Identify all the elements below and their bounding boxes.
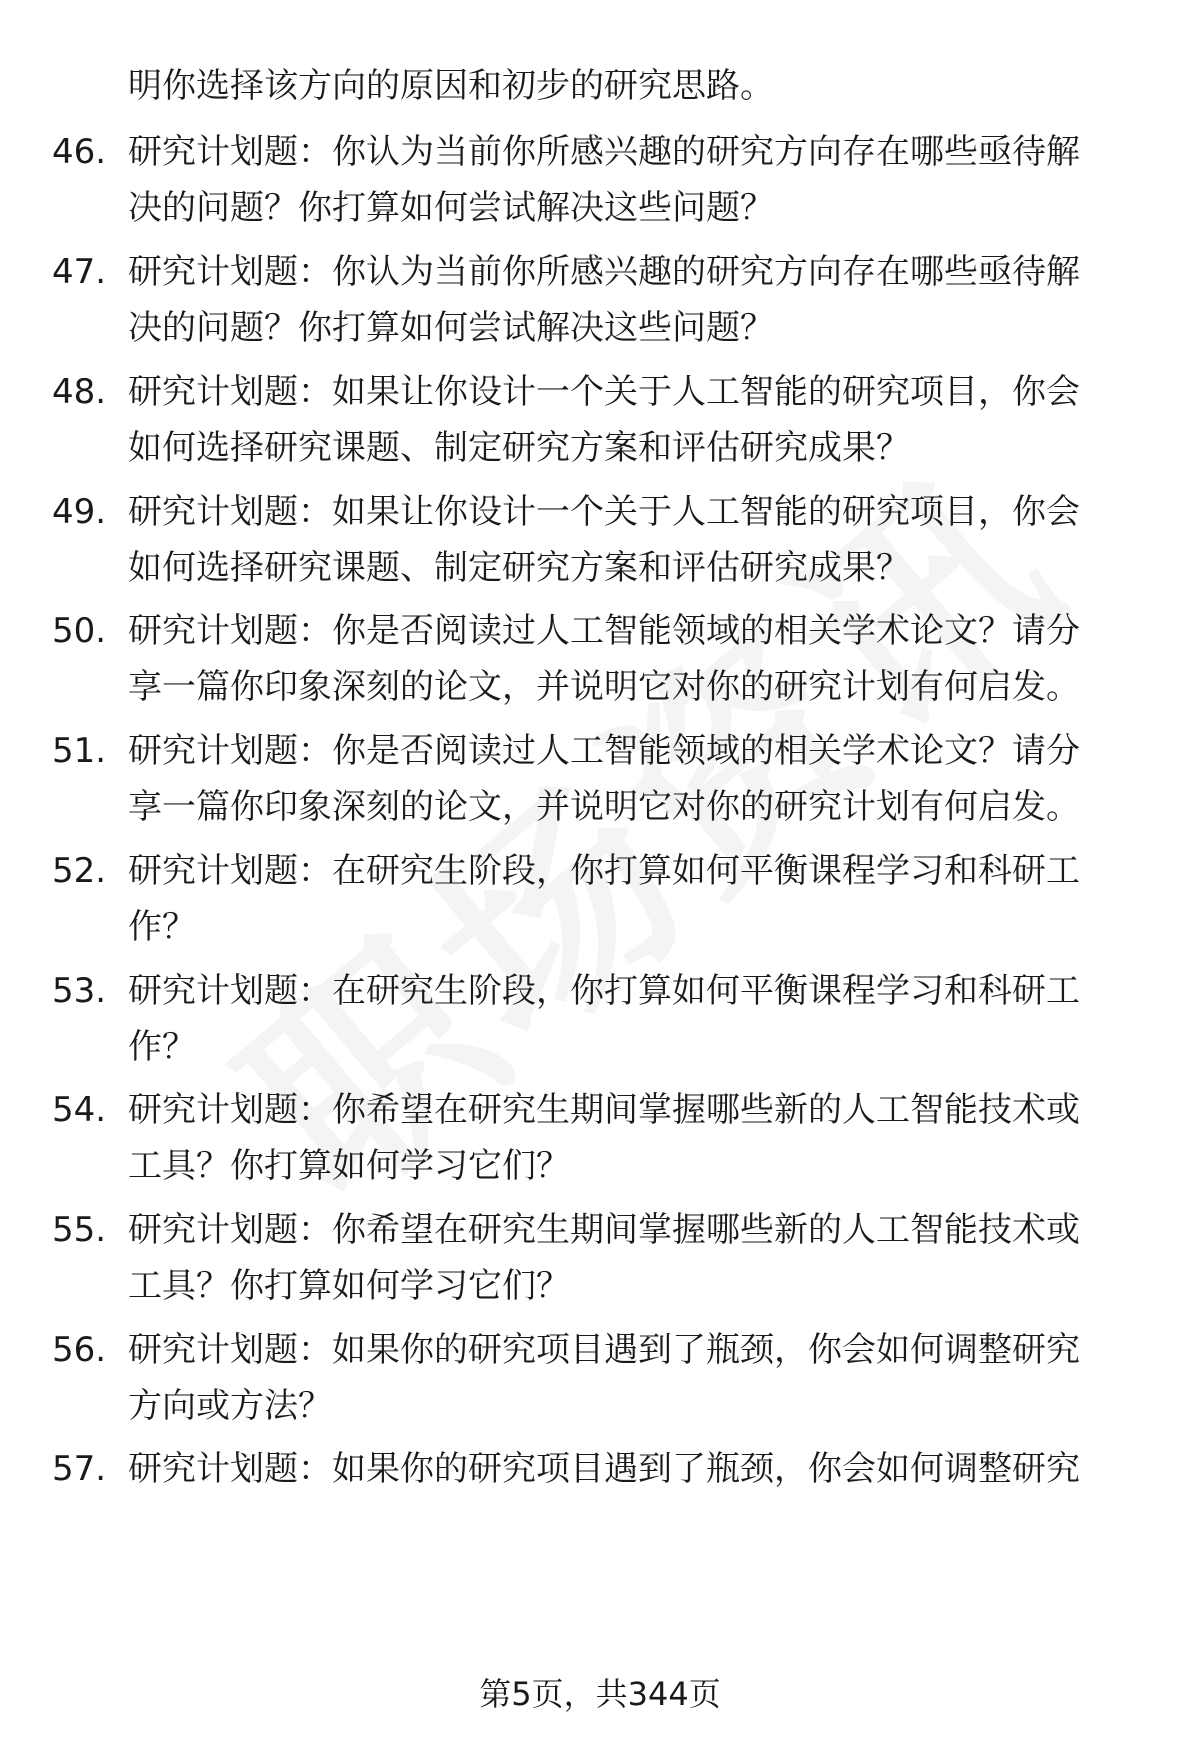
question-text-line2: 享一篇你印象深刻的论文，并说明它对你的研究计划有何启发。 bbox=[128, 787, 1080, 827]
question-number: 55. bbox=[52, 1210, 107, 1250]
question-text-line2: 作？ bbox=[128, 907, 196, 947]
page-footer: 第5页，共344页 bbox=[479, 1675, 721, 1713]
question-number: 48. bbox=[52, 372, 107, 412]
question-text-line2: 方向或方法？ bbox=[128, 1386, 332, 1426]
question-number: 53. bbox=[52, 971, 107, 1011]
question-number: 46. bbox=[52, 132, 107, 172]
question-text-line1: 研究计划题：你是否阅读过人工智能领域的相关学术论文？请分 bbox=[128, 611, 1080, 651]
question-text-line1: 研究计划题：你希望在研究生期间掌握哪些新的人工智能技术或 bbox=[128, 1210, 1080, 1250]
question-text-line2: 享一篇你印象深刻的论文，并说明它对你的研究计划有何启发。 bbox=[128, 667, 1080, 707]
question-number: 52. bbox=[52, 851, 107, 891]
question-text-line2: 工具？你打算如何学习它们？ bbox=[128, 1146, 570, 1186]
question-text-line1: 研究计划题：如果让你设计一个关于人工智能的研究项目，你会 bbox=[128, 492, 1080, 532]
question-text-line1: 研究计划题：在研究生阶段，你打算如何平衡课程学习和科研工 bbox=[128, 851, 1080, 891]
question-text-line1: 研究计划题：如果让你设计一个关于人工智能的研究项目，你会 bbox=[128, 372, 1080, 412]
question-number: 56. bbox=[52, 1330, 107, 1370]
question-text-line1: 研究计划题：你是否阅读过人工智能领域的相关学术论文？请分 bbox=[128, 731, 1080, 771]
question-number: 49. bbox=[52, 492, 107, 532]
continuation-text: 明你选择该方向的原因和初步的研究思路。 bbox=[128, 66, 774, 106]
question-text-line2: 决的问题？你打算如何尝试解决这些问题？ bbox=[128, 308, 774, 348]
question-text-line1: 研究计划题：你认为当前你所感兴趣的研究方向存在哪些亟待解 bbox=[128, 132, 1080, 172]
question-text-line1: 研究计划题：如果你的研究项目遇到了瓶颈，你会如何调整研究 bbox=[128, 1449, 1080, 1489]
question-text-line2: 决的问题？你打算如何尝试解决这些问题？ bbox=[128, 188, 774, 228]
question-text-line1: 研究计划题：在研究生阶段，你打算如何平衡课程学习和科研工 bbox=[128, 971, 1080, 1011]
question-text-line1: 研究计划题：你希望在研究生期间掌握哪些新的人工智能技术或 bbox=[128, 1090, 1080, 1130]
question-number: 54. bbox=[52, 1090, 107, 1130]
question-text-line2: 工具？你打算如何学习它们？ bbox=[128, 1266, 570, 1306]
question-number: 50. bbox=[52, 611, 107, 651]
question-number: 47. bbox=[52, 252, 107, 292]
question-text-line2: 如何选择研究课题、制定研究方案和评估研究成果？ bbox=[128, 548, 910, 588]
question-text-line1: 研究计划题：你认为当前你所感兴趣的研究方向存在哪些亟待解 bbox=[128, 252, 1080, 292]
question-text-line2: 如何选择研究课题、制定研究方案和评估研究成果？ bbox=[128, 428, 910, 468]
question-text-line1: 研究计划题：如果你的研究项目遇到了瓶颈，你会如何调整研究 bbox=[128, 1330, 1080, 1370]
question-number: 51. bbox=[52, 731, 107, 771]
question-number: 57. bbox=[52, 1449, 107, 1489]
question-text-line2: 作？ bbox=[128, 1027, 196, 1067]
